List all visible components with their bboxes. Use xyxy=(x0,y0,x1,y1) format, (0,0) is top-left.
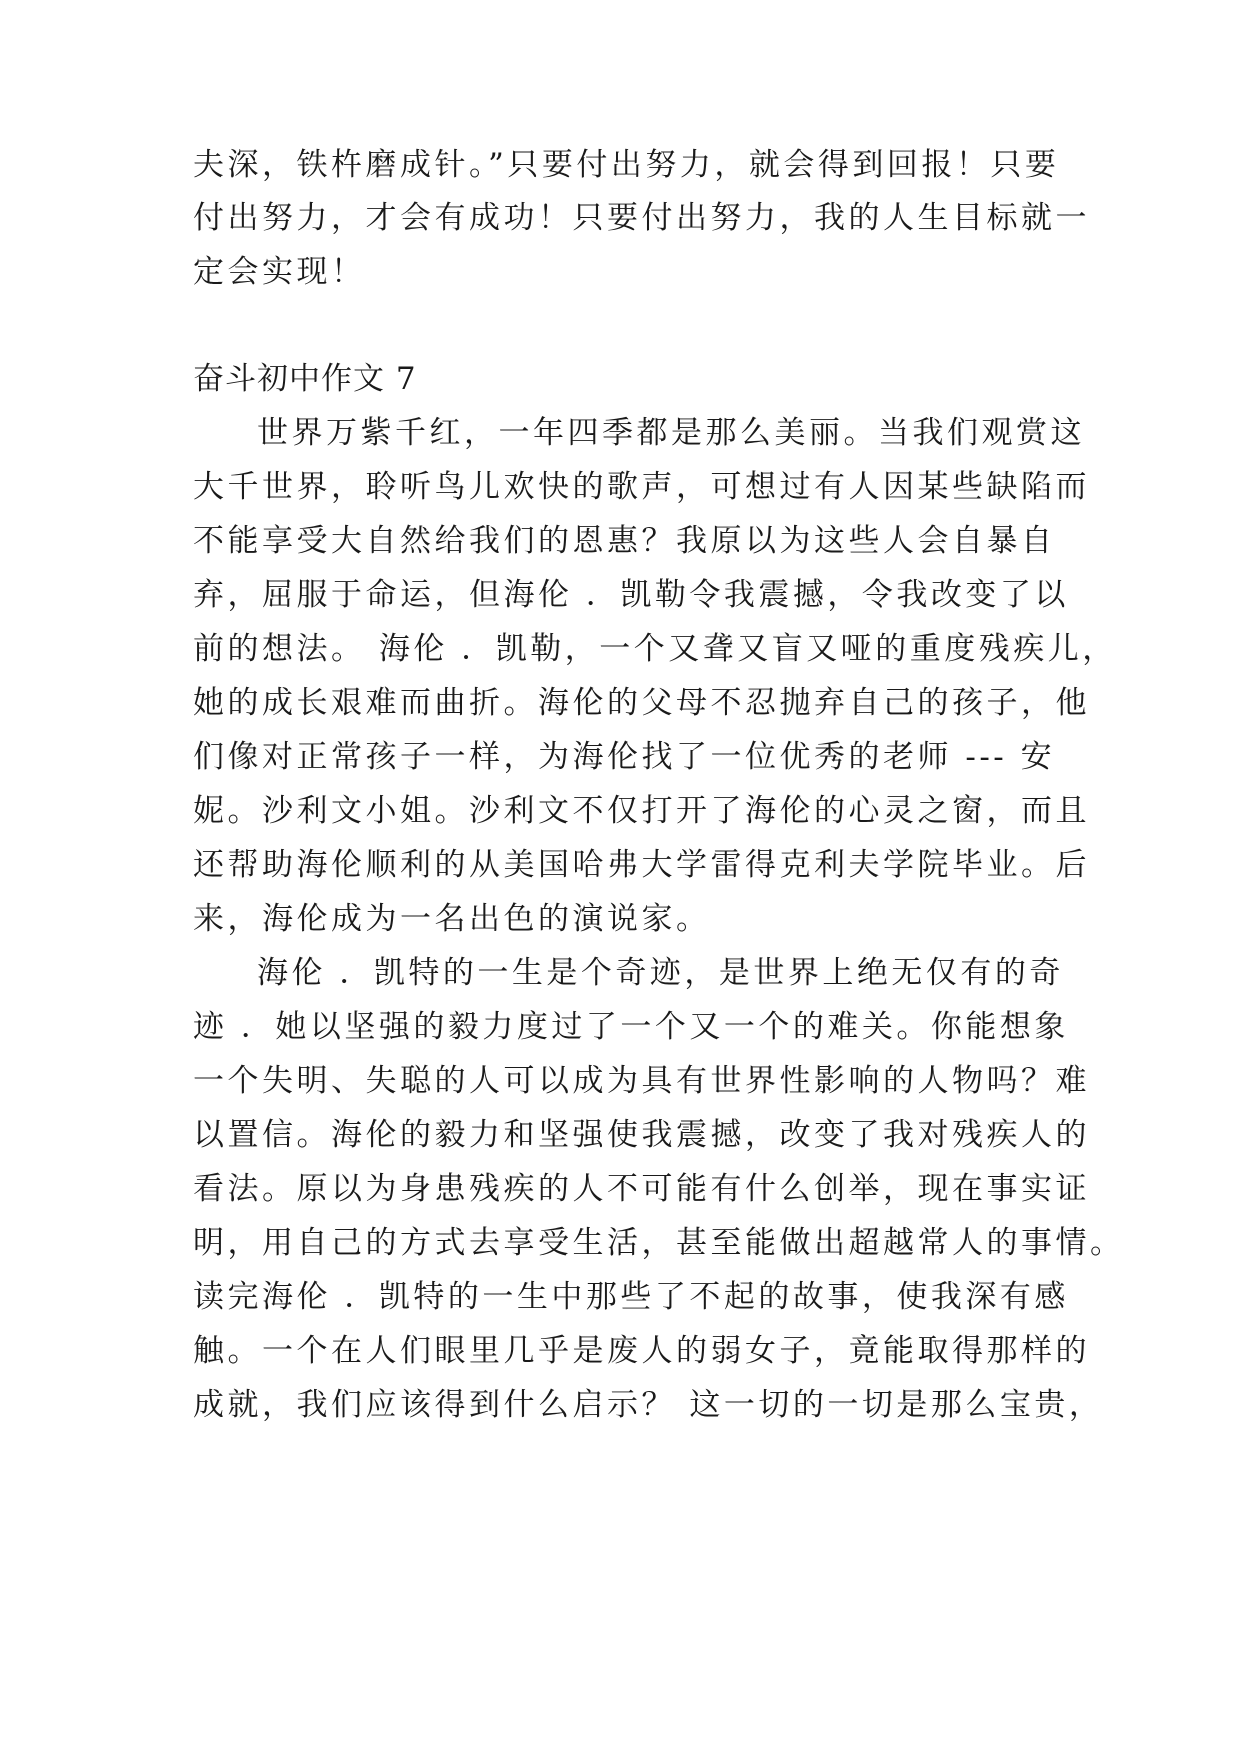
paragraph-line: 还帮助海伦顺利的从美国哈弗大学雷得克利夫学院毕业。后 xyxy=(193,847,1090,883)
text-line: 付出努力，才会有成功！只要付出努力，我的人生目标就一 xyxy=(193,200,1090,236)
paragraph-line: 世界万紫千红，一年四季都是那么美丽。当我们观赏这 xyxy=(257,415,1085,451)
text-line: 定会实现！ xyxy=(193,254,366,290)
paragraph-line: 触。一个在人们眼里几乎是废人的弱女子，竟能取得那样的 xyxy=(193,1333,1090,1369)
paragraph-line: 不能享受大自然给我们的恩惠？我原以为这些人会自暴自 xyxy=(193,523,1056,559)
paragraph-line: 成就，我们应该得到什么启示？ 这一切的一切是那么宝贵， xyxy=(193,1387,1104,1423)
paragraph-line: 弃，屈服于命运，但海伦 ．凯勒令我震撼，令我改变了以 xyxy=(193,577,1069,613)
paragraph-line: 大千世界，聆听鸟儿欢快的歌声，可想过有人因某些缺陷而 xyxy=(193,469,1090,505)
paragraph-line: 们像对正常孩子一样，为海伦找了一位优秀的老师 --- 安 xyxy=(193,739,1056,775)
paragraph-line: 读完海伦 ．凯特的一生中那些了不起的故事，使我深有感 xyxy=(193,1279,1069,1315)
paragraph-line: 迹 ．她以坚强的毅力度过了一个又一个的难关。你能想象 xyxy=(193,1009,1069,1045)
paragraph-line: 看法。原以为身患残疾的人不可能有什么创举，现在事实证 xyxy=(193,1171,1090,1207)
paragraph-line: 以置信。海伦的毅力和坚强使我震撼，改变了我对残疾人的 xyxy=(193,1117,1090,1153)
text-line: 夫深，铁杵磨成针。”只要付出努力，就会得到回报！只要 xyxy=(193,147,1060,183)
paragraph-line: 一个失明、失聪的人可以成为具有世界性影响的人物吗？难 xyxy=(193,1063,1090,1099)
paragraph-line: 海伦 ．凯特的一生是个奇迹，是世界上绝无仅有的奇 xyxy=(257,955,1064,991)
paragraph-line: 来，海伦成为一名出色的演说家。 xyxy=(193,901,711,937)
paragraph-line: 明，用自己的方式去享受生活，甚至能做出超越常人的事情。 xyxy=(193,1225,1125,1261)
paragraph-line: 妮。沙利文小姐。沙利文不仅打开了海伦的心灵之窗，而且 xyxy=(193,793,1090,829)
paragraph-line: 她的成长艰难而曲折。海伦的父母不忍抛弃自己的孩子，他 xyxy=(193,685,1090,721)
section-title: 奋斗初中作文 7 xyxy=(193,361,417,397)
paragraph-line: 前的想法。 海伦 ．凯勒，一个又聋又盲又哑的重度残疾儿， xyxy=(193,631,1117,667)
